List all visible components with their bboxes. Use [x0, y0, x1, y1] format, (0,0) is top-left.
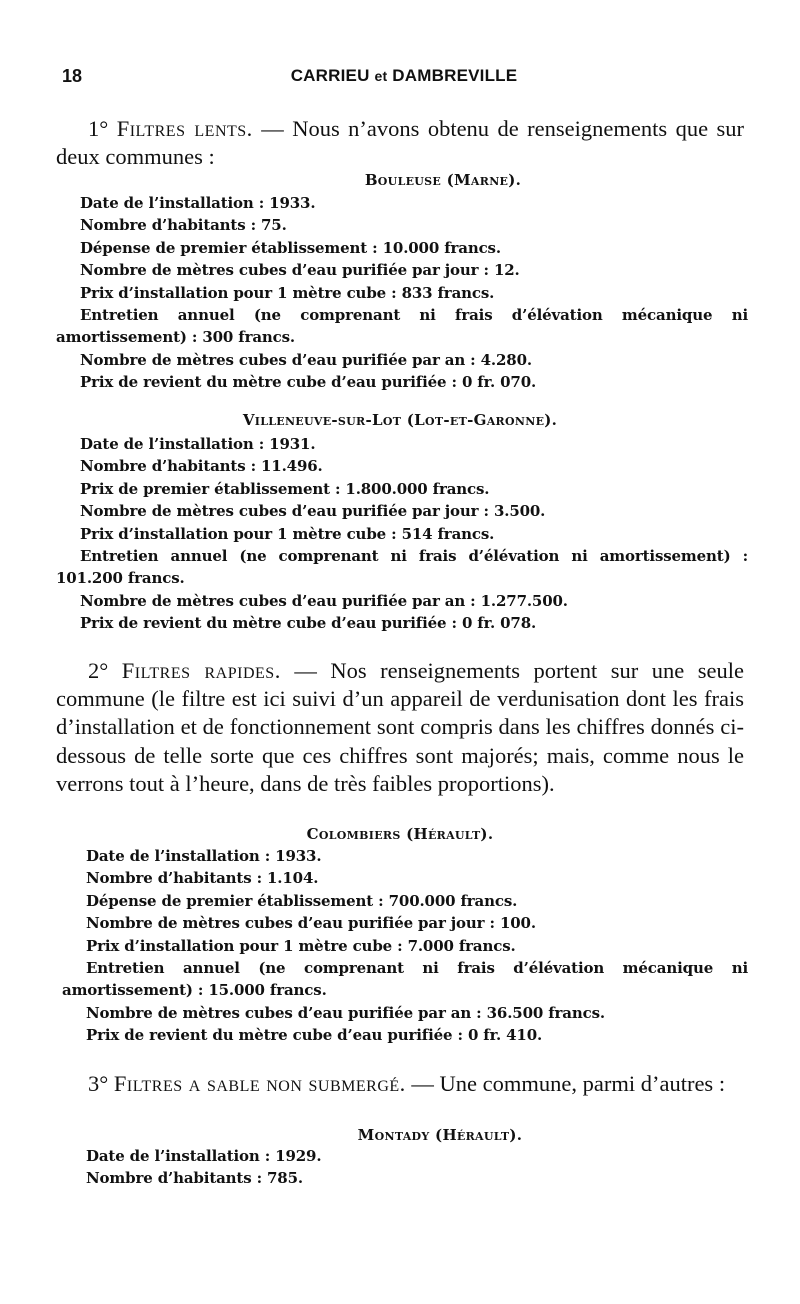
entry-depense: Dépense de premier établissement : 700.000 francs.	[86, 891, 518, 910]
entries-montady	[62, 1145, 748, 1190]
entry-date: Date de l’installation : 1931.	[80, 435, 316, 453]
section-3-title: Filtres a sable non submergé.	[113, 1071, 406, 1096]
entry-volume-an: Nombre de mètres cubes d’eau purifiée par an : 36.500 francs.	[86, 1003, 605, 1022]
entry-volume-jour: Nombre de mètres cubes d’eau purifiée par jour : 12.	[80, 261, 520, 280]
entry-date: Date de l’installation : 1933.	[80, 194, 316, 212]
section-1-text: — Nous n’avons obtenu de renseignements que sur deux communes :	[56, 116, 745, 170]
running-head	[62, 66, 746, 90]
section-1-number: 1°	[88, 116, 109, 141]
section-2-title: Filtres rapides.	[121, 658, 281, 683]
entry-entretien: Entretien annuel (ne comprenant ni frais d’élévation mécanique ni amortissement) : 300 francs.	[56, 306, 748, 347]
entry-volume-an: Nombre de mètres cubes d’eau purifiée par an : 4.280.	[80, 350, 532, 369]
entry-prix-installation: Prix d’installation pour 1 mètre cube : 514 francs.	[80, 524, 495, 543]
author-dambreville: DAMBREVILLE	[392, 66, 518, 85]
entry-entretien: Entretien annuel (ne comprenant ni frais d’élévation ni amortissement) : 101.200 francs.	[56, 547, 748, 588]
entries-villeneuve	[56, 433, 748, 635]
running-title	[62, 66, 746, 86]
entry-date: Date de l’installation : 1933.	[86, 847, 322, 865]
entry-volume-jour: Nombre de mètres cubes d’eau purifiée par jour : 3.500.	[80, 502, 546, 521]
entry-habitants: Nombre d’habitants : 11.496.	[80, 457, 323, 476]
section-3-heading	[56, 1070, 744, 1098]
entries-colombiers	[62, 845, 748, 1047]
entry-prix-installation: Prix d’installation pour 1 mètre cube : 7.000 francs.	[86, 936, 516, 955]
entry-habitants: Nombre d’habitants : 1.104.	[86, 869, 319, 888]
section-2-heading	[56, 657, 744, 798]
section-1-title: Filtres lents.	[116, 116, 253, 141]
entry-habitants: Nombre d’habitants : 785.	[86, 1169, 303, 1188]
commune-heading-montady: Montady (Hérault).	[357, 1126, 523, 1144]
entry-prix-revient: Prix de revient du mètre cube d’eau purifiée : 0 fr. 070.	[80, 373, 537, 392]
author-carrieu: CARRIEU	[290, 66, 370, 85]
entry-entretien: Entretien annuel (ne comprenant ni frais d’élévation mécanique ni amortissement) : 15.000 francs.	[62, 959, 748, 1000]
author-conjunction: et	[374, 68, 388, 84]
commune-heading-villeneuve: Villeneuve-sur-Lot (Lot-et-Garonne).	[242, 411, 558, 429]
entries-bouleuse	[56, 192, 748, 394]
commune-heading-colombiers: Colombiers (Hérault).	[306, 825, 494, 843]
section-2-number: 2°	[88, 658, 109, 683]
entry-prix-revient: Prix de revient du mètre cube d’eau purifiée : 0 fr. 078.	[80, 614, 537, 633]
entry-prix-etablissement: Prix de premier établissement : 1.800.000 francs.	[80, 479, 490, 498]
section-3-number: 3°	[88, 1071, 109, 1096]
entry-depense: Dépense de premier établissement : 10.000 francs.	[80, 238, 501, 257]
section-2-text: — Nos renseignements portent sur une seule commune (le filtre est ici suivi d’un appareil de verdunisation dont les frais d’installation et de fonctionnement sont compris dans les chiffres donnés ci-dessous de telle sorte que ces chiffres sont majorés; mais, comme nous le verrons tout à l’heure, dans de très faibles proportions).	[56, 658, 744, 796]
entry-date: Date de l’installation : 1929.	[86, 1147, 322, 1165]
entry-prix-installation: Prix d’installation pour 1 mètre cube : 833 francs.	[80, 283, 495, 302]
section-3-text: — Une commune, parmi d’autres :	[405, 1071, 726, 1096]
commune-heading-bouleuse: Bouleuse (Marne).	[364, 171, 522, 189]
entry-habitants: Nombre d’habitants : 75.	[80, 216, 287, 235]
page-number: 18	[62, 66, 83, 86]
section-1-heading	[56, 115, 744, 171]
entry-volume-an: Nombre de mètres cubes d’eau purifiée par an : 1.277.500.	[80, 591, 568, 610]
entry-volume-jour: Nombre de mètres cubes d’eau purifiée par jour : 100.	[86, 914, 536, 933]
entry-prix-revient: Prix de revient du mètre cube d’eau purifiée : 0 fr. 410.	[86, 1026, 543, 1045]
